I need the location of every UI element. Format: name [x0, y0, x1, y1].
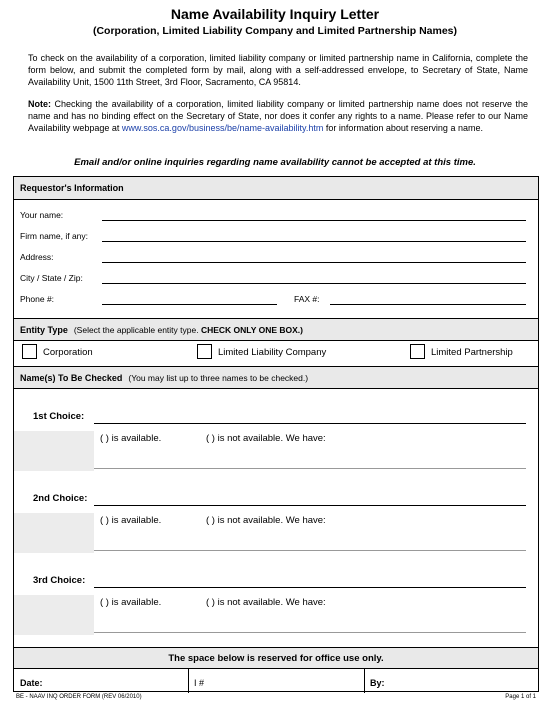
first-not-available-option[interactable]: ( ) is not available. We have: — [206, 433, 326, 444]
second-not-available-option[interactable]: ( ) is not available. We have: — [206, 515, 326, 526]
entity-heading: Entity Type — [20, 324, 68, 335]
first-available-option[interactable]: ( ) is available. — [100, 433, 162, 444]
inquiry-form — [13, 176, 539, 692]
limited-partnership-checkbox[interactable] — [410, 344, 425, 359]
firm-name-field[interactable] — [102, 241, 526, 242]
divider — [14, 668, 538, 669]
note-label: Note: — [28, 99, 51, 109]
llc-checkbox[interactable] — [197, 344, 212, 359]
llc-label: Limited Liability Company — [218, 347, 327, 358]
address-label: Address: — [20, 252, 54, 262]
requestor-heading: Requestor's Information — [20, 183, 124, 193]
address-field[interactable] — [102, 262, 526, 263]
first-choice-label: 1st Choice: — [33, 411, 85, 422]
entity-section-header — [14, 319, 538, 341]
second-choice-label: 2nd Choice: — [33, 493, 88, 504]
intro-paragraph: To check on the availability of a corporation, limited liability company or limited partnership name in California, complete the form below, and submit the completed form by mail, along with a self-addressed envelope, to Secretary of State, Name Availability Unit, 1500 11th Street, 3rd Floor, Sacramento, CA 95814. — [28, 53, 528, 87]
limited-partnership-label: Limited Partnership — [431, 347, 513, 358]
divider — [188, 668, 189, 693]
corporation-label: Corporation — [43, 347, 93, 358]
city-state-zip-label: City / State / Zip: — [20, 273, 83, 283]
phone-label: Phone #: — [20, 294, 55, 304]
third-choice-field[interactable] — [94, 587, 526, 588]
third-available-option[interactable]: ( ) is available. — [100, 597, 162, 608]
note-text-end: for information about reserving a name. — [325, 123, 483, 133]
names-heading: Name(s) To Be Checked — [20, 372, 123, 383]
page-number: Page 1 of 1 — [505, 694, 536, 700]
office-use-header: The space below is reserved for office use only. — [14, 648, 538, 668]
third-choice-label: 3rd Choice: — [33, 575, 86, 586]
form-id: BE - NAAV INQ ORDER FORM (REV 06/2010) — [16, 694, 142, 700]
firm-name-label: Firm name, if any: — [20, 231, 89, 241]
page-subtitle: (Corporation, Limited Liability Company and Limited Partnership Names) — [92, 25, 458, 37]
divider — [364, 668, 365, 693]
office-shading — [14, 431, 94, 471]
fax-label: FAX #: — [294, 294, 320, 304]
by-label: By: — [370, 678, 385, 688]
first-choice-field[interactable] — [94, 423, 526, 424]
second-available-option[interactable]: ( ) is available. — [100, 515, 162, 526]
requestor-section-header — [14, 177, 538, 200]
corporation-checkbox[interactable] — [22, 344, 37, 359]
page-title: Name Availability Inquiry Letter — [170, 6, 380, 22]
second-choice-field[interactable] — [94, 505, 526, 506]
your-name-field[interactable] — [102, 220, 526, 221]
names-instruction: (You may list up to three names to be checked.) — [128, 372, 309, 383]
third-not-available-option[interactable]: ( ) is not available. We have: — [206, 597, 326, 608]
inum-label: I # — [194, 678, 205, 688]
first-alternate-line — [94, 468, 526, 469]
city-state-zip-field[interactable] — [102, 283, 526, 284]
date-label: Date: — [20, 678, 43, 688]
office-shading — [14, 513, 94, 553]
office-shading — [14, 595, 94, 635]
note-text: Checking the availability of a corporation, limited liability company or limited partnership name does not reserve the name and has no binding effect on the Secretary of State, nor does it confer any rights to a name. Please refer to our Name Availability webpage at — [28, 99, 528, 133]
your-name-label: Your name: — [20, 210, 64, 220]
third-alternate-line — [94, 632, 526, 633]
phone-field[interactable] — [102, 304, 277, 305]
email-warning: Email and/or online inquiries regarding name availability cannot be accepted at this time. — [74, 157, 476, 168]
fax-field[interactable] — [330, 304, 526, 305]
note-paragraph — [28, 98, 528, 134]
second-alternate-line — [94, 550, 526, 551]
names-section-header — [14, 367, 538, 389]
entity-instruction: (Select the applicable entity type. CHECK ONLY ONE BOX.) — [73, 324, 303, 335]
name-availability-link[interactable]: www.sos.ca.gov/business/be/name-availability.htm — [121, 123, 324, 133]
